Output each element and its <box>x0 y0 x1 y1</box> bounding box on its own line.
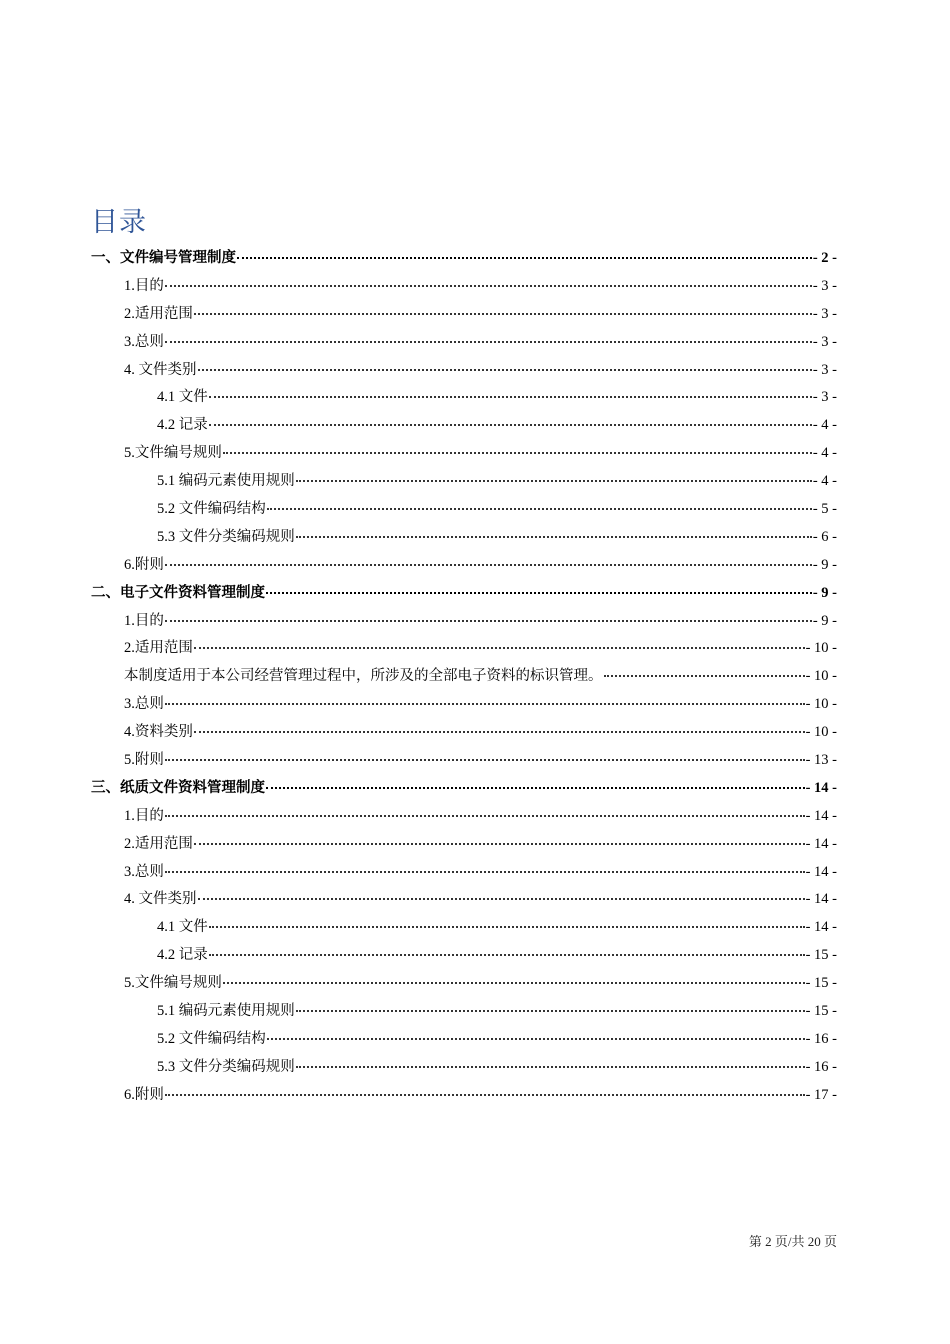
toc-entry[interactable] <box>91 301 837 329</box>
toc-entry-page[interactable]: - 3 - <box>812 389 837 406</box>
toc-entry-title[interactable]: 5.1 编码元素使用规则 <box>157 1003 295 1020</box>
toc-entry-title[interactable]: 4.1 文件 <box>157 919 208 936</box>
toc-entry-page[interactable]: - 13 - <box>805 752 837 769</box>
toc-entry[interactable] <box>91 357 837 385</box>
toc-entry-title[interactable]: 一、文件编号管理制度 <box>91 250 236 266</box>
toc-leader-dots <box>198 357 812 371</box>
toc-entry[interactable] <box>91 1054 837 1082</box>
toc-entry-title[interactable]: 4.2 记录 <box>157 947 208 964</box>
toc-entry-title[interactable]: 5.文件编号规则 <box>124 975 222 992</box>
toc-entry-title[interactable]: 5.1 编码元素使用规则 <box>157 473 295 490</box>
toc-entry-title[interactable]: 1.目的 <box>124 807 164 824</box>
toc-entry[interactable] <box>91 663 837 691</box>
toc-entry-title[interactable]: 三、纸质文件资料管理制度 <box>91 779 265 796</box>
toc-entry-page[interactable]: - 14 - <box>805 835 837 852</box>
toc-entry[interactable] <box>91 608 837 636</box>
toc-entry-page[interactable]: - 9 - <box>812 584 837 601</box>
toc-entry[interactable] <box>91 803 837 831</box>
toc-entry-title[interactable]: 4.2 记录 <box>157 417 208 434</box>
toc-entry-page[interactable]: - 4 - <box>812 473 837 490</box>
toc-entry-page[interactable]: - 3 - <box>812 305 837 322</box>
toc-entry-title[interactable]: 4.资料类别 <box>124 724 193 741</box>
toc-leader-dots <box>165 1082 805 1096</box>
toc-entry[interactable] <box>91 552 837 580</box>
toc-entry-title[interactable]: 4. 文件类别 <box>124 891 197 908</box>
toc-leader-dots <box>194 301 812 315</box>
toc-entry-page[interactable]: - 15 - <box>805 947 837 964</box>
toc-entry[interactable] <box>91 747 837 775</box>
toc-entry[interactable] <box>91 580 837 608</box>
toc-entry-title[interactable]: 5.附则 <box>124 752 164 769</box>
toc-entry-title[interactable]: 2.适用范围 <box>124 640 193 657</box>
toc-entry-page[interactable]: - 3 - <box>812 361 837 378</box>
toc-leader-dots <box>296 524 812 538</box>
toc-leader-dots <box>165 329 812 343</box>
toc-entry-page[interactable]: - 14 - <box>805 807 837 824</box>
toc-entry-title[interactable]: 1.目的 <box>124 612 164 629</box>
toc-entry-page[interactable]: - 2 - <box>812 250 837 266</box>
toc-leader-dots <box>267 496 812 510</box>
toc-entry-title[interactable]: 5.文件编号规则 <box>124 445 222 462</box>
toc-leader-dots <box>296 1054 805 1068</box>
toc-entry[interactable] <box>91 1082 837 1110</box>
toc-entry-page[interactable]: - 15 - <box>805 1003 837 1020</box>
toc-entry[interactable] <box>91 412 837 440</box>
toc-leader-dots <box>165 552 812 566</box>
toc-entry-page[interactable]: - 14 - <box>805 891 837 908</box>
toc-entry[interactable] <box>91 468 837 496</box>
toc-leader-dots <box>165 747 805 761</box>
toc-entry-page[interactable]: - 6 - <box>812 528 837 545</box>
toc-entry-page[interactable]: - 3 - <box>812 277 837 294</box>
toc-entry[interactable] <box>91 886 837 914</box>
toc-entry-title[interactable]: 3.总则 <box>124 696 164 713</box>
toc-leader-dots <box>296 468 812 482</box>
toc-entry[interactable] <box>91 496 837 524</box>
toc-entry-page[interactable]: - 10 - <box>805 668 837 685</box>
page-indicator: 第 2 页/共 20 页 <box>748 1234 837 1249</box>
toc-entry-title[interactable]: 3.总则 <box>124 333 164 350</box>
toc-entry-title[interactable]: 5.3 文件分类编码规则 <box>157 528 295 545</box>
toc-leader-dots <box>267 1026 805 1040</box>
table-of-contents <box>91 245 837 1110</box>
toc-leader-dots <box>194 719 805 733</box>
toc-entry[interactable] <box>91 998 837 1026</box>
toc-leader-dots <box>165 273 812 287</box>
toc-leader-dots <box>194 831 805 845</box>
toc-entry[interactable] <box>91 329 837 357</box>
toc-entry[interactable] <box>91 691 837 719</box>
toc-entry[interactable] <box>91 524 837 552</box>
toc-entry[interactable] <box>91 970 837 998</box>
toc-entry-page[interactable]: - 16 - <box>805 1030 837 1047</box>
toc-entry-page[interactable]: - 10 - <box>805 640 837 657</box>
toc-entry[interactable] <box>91 245 837 273</box>
toc-entry[interactable] <box>91 719 837 747</box>
toc-leader-dots <box>165 608 812 622</box>
toc-entry-title[interactable]: 2.适用范围 <box>124 305 193 322</box>
toc-entry[interactable] <box>91 859 837 887</box>
toc-entry-title[interactable]: 6.附则 <box>124 1086 164 1103</box>
toc-leader-dots <box>266 580 812 594</box>
toc-entry-title[interactable]: 5.3 文件分类编码规则 <box>157 1058 295 1075</box>
toc-leader-dots <box>237 245 812 259</box>
toc-entry-title[interactable]: 本制度适用于本公司经营管理过程中，所涉及的全部电子资料的标识管理。 <box>124 668 603 685</box>
toc-entry[interactable] <box>91 635 837 663</box>
toc-entry-page[interactable]: - 10 - <box>805 696 837 713</box>
toc-entry-title[interactable]: 3.总则 <box>124 863 164 880</box>
toc-entry-title[interactable]: 4. 文件类别 <box>124 361 197 378</box>
toc-leader-dots <box>296 998 805 1012</box>
toc-leader-dots <box>209 384 812 398</box>
toc-leader-dots <box>194 635 805 649</box>
toc-entry-page[interactable]: - 3 - <box>812 333 837 350</box>
toc-entry-title[interactable]: 5.2 文件编码结构 <box>157 501 266 518</box>
toc-leader-dots <box>604 663 805 677</box>
toc-entry-page[interactable]: - 14 - <box>805 863 837 880</box>
toc-entry[interactable] <box>91 942 837 970</box>
toc-entry-title[interactable]: 二、电子文件资料管理制度 <box>91 584 265 601</box>
toc-entry[interactable] <box>91 384 837 412</box>
toc-entry-page[interactable]: - 15 - <box>805 975 837 992</box>
toc-entry-title[interactable]: 2.适用范围 <box>124 835 193 852</box>
toc-leader-dots <box>209 412 812 426</box>
toc-entry-page[interactable]: - 17 - <box>805 1086 837 1103</box>
toc-entry[interactable] <box>91 914 837 942</box>
toc-entry-title[interactable]: 5.2 文件编码结构 <box>157 1030 266 1047</box>
toc-entry-title[interactable]: 6.附则 <box>124 556 164 573</box>
toc-leader-dots <box>223 970 805 984</box>
toc-entry-page[interactable]: - 10 - <box>805 724 837 741</box>
toc-leader-dots <box>198 886 805 900</box>
toc-leader-dots <box>209 942 805 956</box>
toc-entry[interactable] <box>91 1026 837 1054</box>
toc-leader-dots <box>165 859 805 873</box>
toc-entry-page[interactable]: - 16 - <box>805 1058 837 1075</box>
toc-entry-page[interactable]: - 5 - <box>812 501 837 518</box>
toc-leader-dots <box>165 691 805 705</box>
toc-entry[interactable] <box>91 775 837 803</box>
toc-leader-dots <box>223 440 812 454</box>
toc-entry[interactable] <box>91 440 837 468</box>
toc-entry[interactable] <box>91 831 837 859</box>
toc-entry-page[interactable]: - 4 - <box>812 445 837 462</box>
toc-leader-dots <box>266 775 805 789</box>
toc-entry-page[interactable]: - 4 - <box>812 417 837 434</box>
toc-entry-page[interactable]: - 14 - <box>805 919 837 936</box>
toc-title: 目录 <box>91 207 147 238</box>
toc-leader-dots <box>209 914 805 928</box>
toc-entry[interactable] <box>91 273 837 301</box>
toc-entry-title[interactable]: 1.目的 <box>124 277 164 294</box>
toc-entry-page[interactable]: - 14 - <box>805 779 837 796</box>
toc-entry-title[interactable]: 4.1 文件 <box>157 389 208 406</box>
toc-leader-dots <box>165 803 805 817</box>
toc-entry-page[interactable]: - 9 - <box>812 556 837 573</box>
toc-entry-page[interactable]: - 9 - <box>812 612 837 629</box>
